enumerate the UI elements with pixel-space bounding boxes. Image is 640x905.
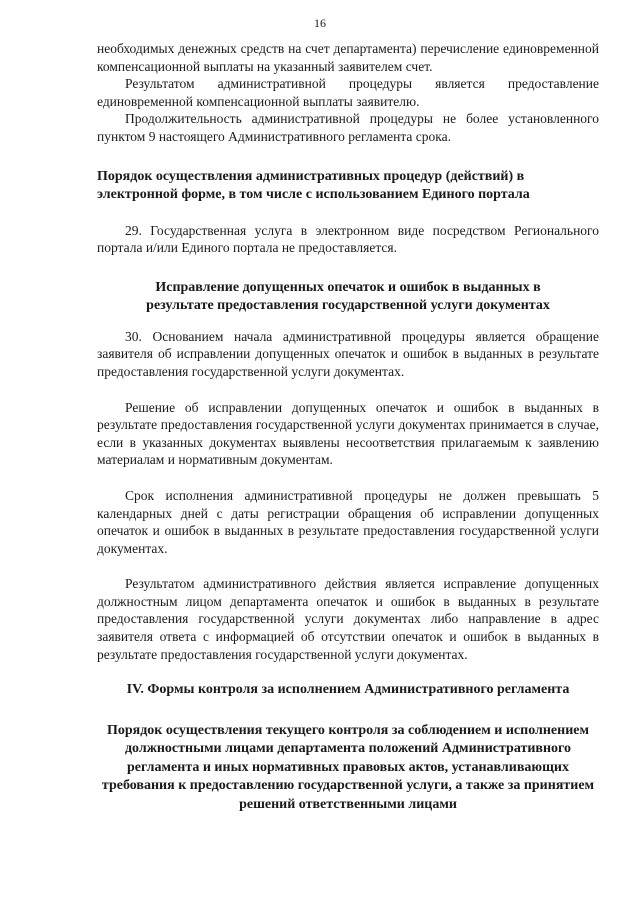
paragraph-result: Результатом административной процедуры является предоставление единовременной компенсационной выплаты заявителю. [97, 76, 599, 109]
paragraph-action-result: Результатом административного действия является исправление допущенных должностным лицом департамента опечаток и ошибок в выданных в результате предоставления государственной услуги документах либо направление в адрес заявителя ответа с информацией об отсутствии опечаток и ошибок в выданных в результате предоставления государственной услуги документах. [97, 576, 599, 662]
paragraph-duration: Продолжительность административной процедуры не более установленного пунктом 9 настоящего Административного регламента срока. [97, 111, 599, 144]
heading-current-control: Порядок осуществления текущего контроля за соблюдением и исполнением должностными лицами департамента положений Административного регламента и иных нормативных правовых актов, устанавливающих требования к предоставлению государственной услуги, а также за принятием решений ответственными лицами [101, 722, 595, 812]
document-body [97, 40, 599, 814]
paragraph-continuation: необходимых денежных средств на счет департамента) перечисление единовременной компенсационной выплаты на указанный заявителем счет. [97, 41, 599, 74]
page-number: 16 [314, 16, 326, 30]
paragraph-term: Срок исполнения административной процедуры не должен превышать 5 календарных дней с даты регистрации обращения об исправлении допущенных опечаток и ошибок в выданных в результате предоставления государственной услуги документах. [97, 487, 599, 556]
section-heading-iv: IV. Формы контроля за исполнением Административного регламента [126, 682, 570, 698]
paragraph-decision: Решение об исправлении допущенных опечаток и ошибок в выданных в результате предоставления государственной услуги документах принимается в случае, если в указанных документах выявлены несоответствия прилагаемым к заявлению материалам и нормативным документам. [97, 399, 599, 468]
heading-error-correction: Исправление допущенных опечаток и ошибок в выданных в результате предоставления государственной услуги документах [146, 279, 550, 314]
paragraph-30: 30. Основанием начала административной процедуры является обращение заявителя об исправлении допущенных опечаток и ошибок в выданных в результате предоставления государственной услуги документах. [97, 328, 599, 379]
heading-electronic-procedures: Порядок осуществления административных процедур (действий) в электронной форме, в том числе с использованием Единого портала [97, 168, 530, 202]
paragraph-29: 29. Государственная услуга в электронном виде посредством Регионального портала и/или Единого портала не предоставляется. [97, 222, 599, 256]
